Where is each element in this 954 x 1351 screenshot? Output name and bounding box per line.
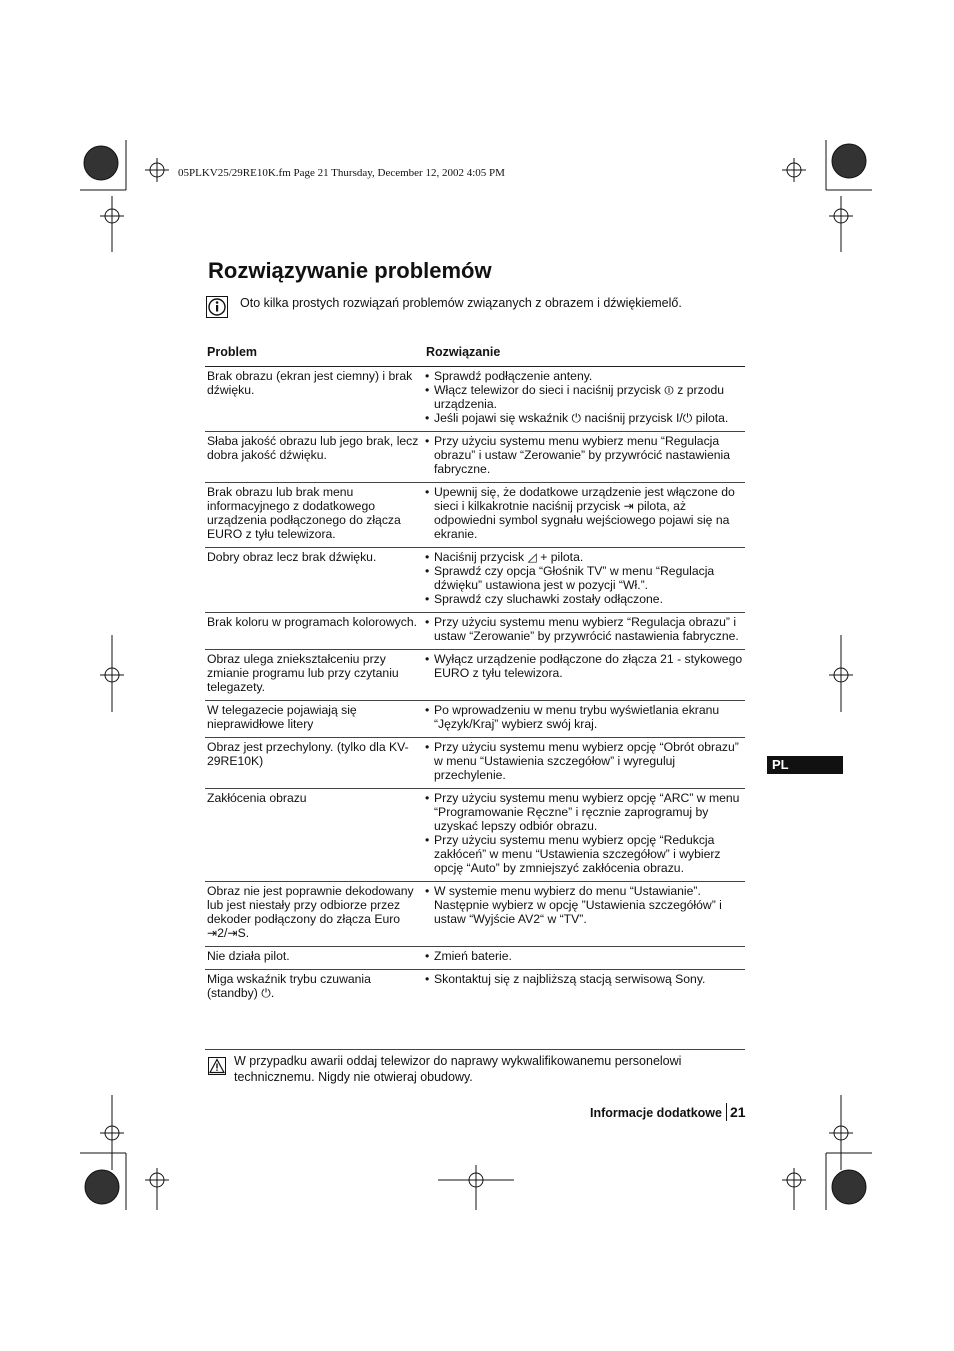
bullet: • [425, 615, 430, 629]
solution-text: Sprawdź czy sluchawki zostały odłączone. [434, 592, 663, 606]
solution-cell [425, 432, 745, 482]
info-icon [206, 296, 228, 318]
bullet: • [425, 884, 430, 898]
troubleshooting-table [205, 366, 745, 1006]
solution-text: Jeśli pojawi się wskaźnik ⏻ naciśnij przycisk I/⏻ pilota. [434, 411, 729, 425]
bullet: • [425, 411, 430, 425]
solution-item [425, 592, 745, 606]
warning-text: W przypadku awarii oddaj telewizor do naprawy wykwalifikowanemu personelowi technicznemu. Nigdy nie otwieraj obudowy. [234, 1054, 682, 1084]
problem-cell: Miga wskaźnik trybu czuwania (standby) ⏻. [207, 972, 371, 1000]
bullet: • [425, 833, 430, 847]
language-tab: PL [767, 756, 843, 774]
bullet: • [425, 550, 430, 564]
solution-item [425, 740, 745, 782]
bullet: • [425, 652, 430, 666]
table-row [205, 547, 745, 612]
table-bottom-rule [205, 1049, 745, 1050]
solution-item [425, 564, 745, 592]
page-footer [590, 1103, 746, 1121]
solution-item [425, 972, 745, 986]
solution-item [425, 791, 745, 833]
problem-cell: Słaba jakość obrazu lub jego brak, lecz dobra jakość dźwięku. [207, 434, 419, 462]
column-header-problem: Problem [207, 345, 258, 359]
problem-cell: Dobry obraz lecz brak dźwięku. [207, 550, 377, 564]
solution-text: Wyłącz urządzenie podłączone do złącza 21 - stykowego EURO z tyłu telewizora. [434, 652, 743, 680]
table-row [205, 431, 745, 482]
footer-section: Informacje dodatkowe [590, 1106, 722, 1120]
solution-cell [425, 483, 745, 547]
table-row [205, 788, 745, 881]
solution-text: Skontaktuj się z najbliższą stacją serwisową Sony. [434, 972, 706, 986]
solution-text: Przy użyciu systemu menu wybierz menu “Regulacja obrazu” i ustaw “Zerowanie” by przywrócić nastawienia fabryczne. [434, 434, 730, 476]
solution-text: Upewnij się, że dodatkowe urządzenie jest włączone do sieci i kilkakrotnie naciśnij przycisk ⇥ pilota, aż odpowiedni symbol sygnału wejściowego pojawi się na ekranie. [434, 485, 735, 541]
bullet: • [425, 972, 430, 986]
problem-cell: Obraz nie jest poprawnie dekodowany lub jest niestały przy odbiorze przez dekoder podłączony do złącza Euro ⇥2/⇥S. [207, 884, 414, 940]
solution-cell [425, 882, 745, 946]
solution-cell [425, 970, 745, 1006]
table-row [205, 649, 745, 700]
solution-item [425, 550, 745, 564]
table-row [205, 482, 745, 547]
table-row [205, 881, 745, 946]
table-row [205, 366, 745, 431]
bullet: • [425, 740, 430, 754]
bullet: • [425, 485, 430, 499]
problem-cell: Brak koloru w programach kolorowych. [207, 615, 417, 629]
solution-cell [425, 548, 745, 612]
solution-text: Przy użyciu systemu menu wybierz opcję “Obrót obrazu” w menu “Ustawienia szczegółow” i wyreguluj przechylenie. [434, 740, 739, 782]
table-row [205, 612, 745, 649]
bullet: • [425, 791, 430, 805]
table-row [205, 946, 745, 969]
column-header-solution: Rozwiązanie [426, 345, 501, 359]
solution-item [425, 884, 745, 926]
table-row [205, 969, 745, 1006]
solution-item [425, 383, 745, 411]
problem-cell: W telegazecie pojawiają się nieprawidłowe litery [207, 703, 357, 731]
solution-item [425, 615, 745, 643]
problem-cell: Obraz ulega zniekształceniu przy zmianie programu lub przy czytaniu telegazety. [207, 652, 399, 694]
solution-text: W systemie menu wybierz do menu “Ustawianie”. Następnie wybierz w opcję ”Ustawienia szczegółów” i ustaw “Wyjście AV2“ w “TV”. [434, 884, 722, 926]
intro-text: Oto kilka prostych rozwiązań problemów związanych z obrazem i dźwiękiemelő. [240, 296, 682, 310]
solution-text: Włącz telewizor do sieci i naciśnij przycisk ⏼ z przodu urządzenia. [434, 383, 725, 411]
solution-cell [425, 701, 745, 737]
file-header: 05PLKV25/29RE10K.fm Page 21 Thursday, December 12, 2002 4:05 PM [178, 167, 505, 179]
page-title: Rozwiązywanie problemów [208, 258, 492, 283]
solution-text: Przy użyciu systemu menu wybierz opcję “ARC” w menu “Programowanie Ręczne” i ręcznie zaprogramuj by uzyskać lepszy odbiór obrazu. [434, 791, 740, 833]
solution-cell [425, 789, 745, 881]
solution-item [425, 369, 745, 383]
solution-cell [425, 650, 745, 700]
solution-item [425, 485, 745, 541]
bullet: • [425, 564, 430, 578]
solution-cell [425, 738, 745, 788]
solution-cell [425, 367, 745, 431]
solution-text: Po wprowadzeniu w menu trybu wyświetlania ekranu “Język/Kraj” wybierz swój kraj. [434, 703, 720, 731]
bullet: • [425, 383, 430, 397]
problem-cell: Brak obrazu lub brak menu informacyjnego z dodatkowego urządzenia podłączonego do złącza EURO z tyłu telewizora. [207, 485, 401, 541]
table-row [205, 737, 745, 788]
solution-text: Sprawdź podłączenie anteny. [434, 369, 593, 383]
solution-text: Przy użyciu systemu menu wybierz “Regulacja obrazu” i ustaw “Zerowanie” by przywrócić nastawienia fabryczne. [434, 615, 739, 643]
page-number: 21 [729, 1104, 746, 1120]
problem-cell: Zakłócenia obrazu [207, 791, 307, 805]
solution-item [425, 411, 745, 425]
solution-item [425, 652, 745, 680]
solution-item [425, 833, 745, 875]
solution-item [425, 434, 745, 476]
bullet: • [425, 434, 430, 448]
problem-cell: Obraz jest przechylony. (tylko dla KV-29RE10K) [207, 740, 409, 768]
solution-text: Przy użyciu systemu menu wybierz opcję “Redukcja zakłóceń” w menu “Ustawienia szczegółow” i wybierz opcję “Auto” by zmniejszyć zakłócenia obrazu. [434, 833, 721, 875]
warning-icon [208, 1057, 226, 1075]
solution-item [425, 703, 745, 731]
table-row [205, 700, 745, 737]
solution-text: Zmień baterie. [434, 949, 512, 963]
problem-cell: Brak obrazu (ekran jest ciemny) i brak dźwięku. [207, 369, 413, 397]
bullet: • [425, 592, 430, 606]
solution-cell [425, 947, 745, 969]
solution-text: Sprawdź czy opcja “Głośnik TV” w menu “Regulacja dźwięku” ustawiona jest w pozycji “Wł.”. [434, 564, 715, 592]
bullet: • [425, 369, 430, 383]
solution-text: Naciśnij przycisk ◿ + pilota. [434, 550, 584, 564]
bullet: • [425, 949, 430, 963]
bullet: • [425, 703, 430, 717]
solution-item [425, 949, 745, 963]
solution-cell [425, 613, 745, 649]
problem-cell: Nie działa pilot. [207, 949, 290, 963]
